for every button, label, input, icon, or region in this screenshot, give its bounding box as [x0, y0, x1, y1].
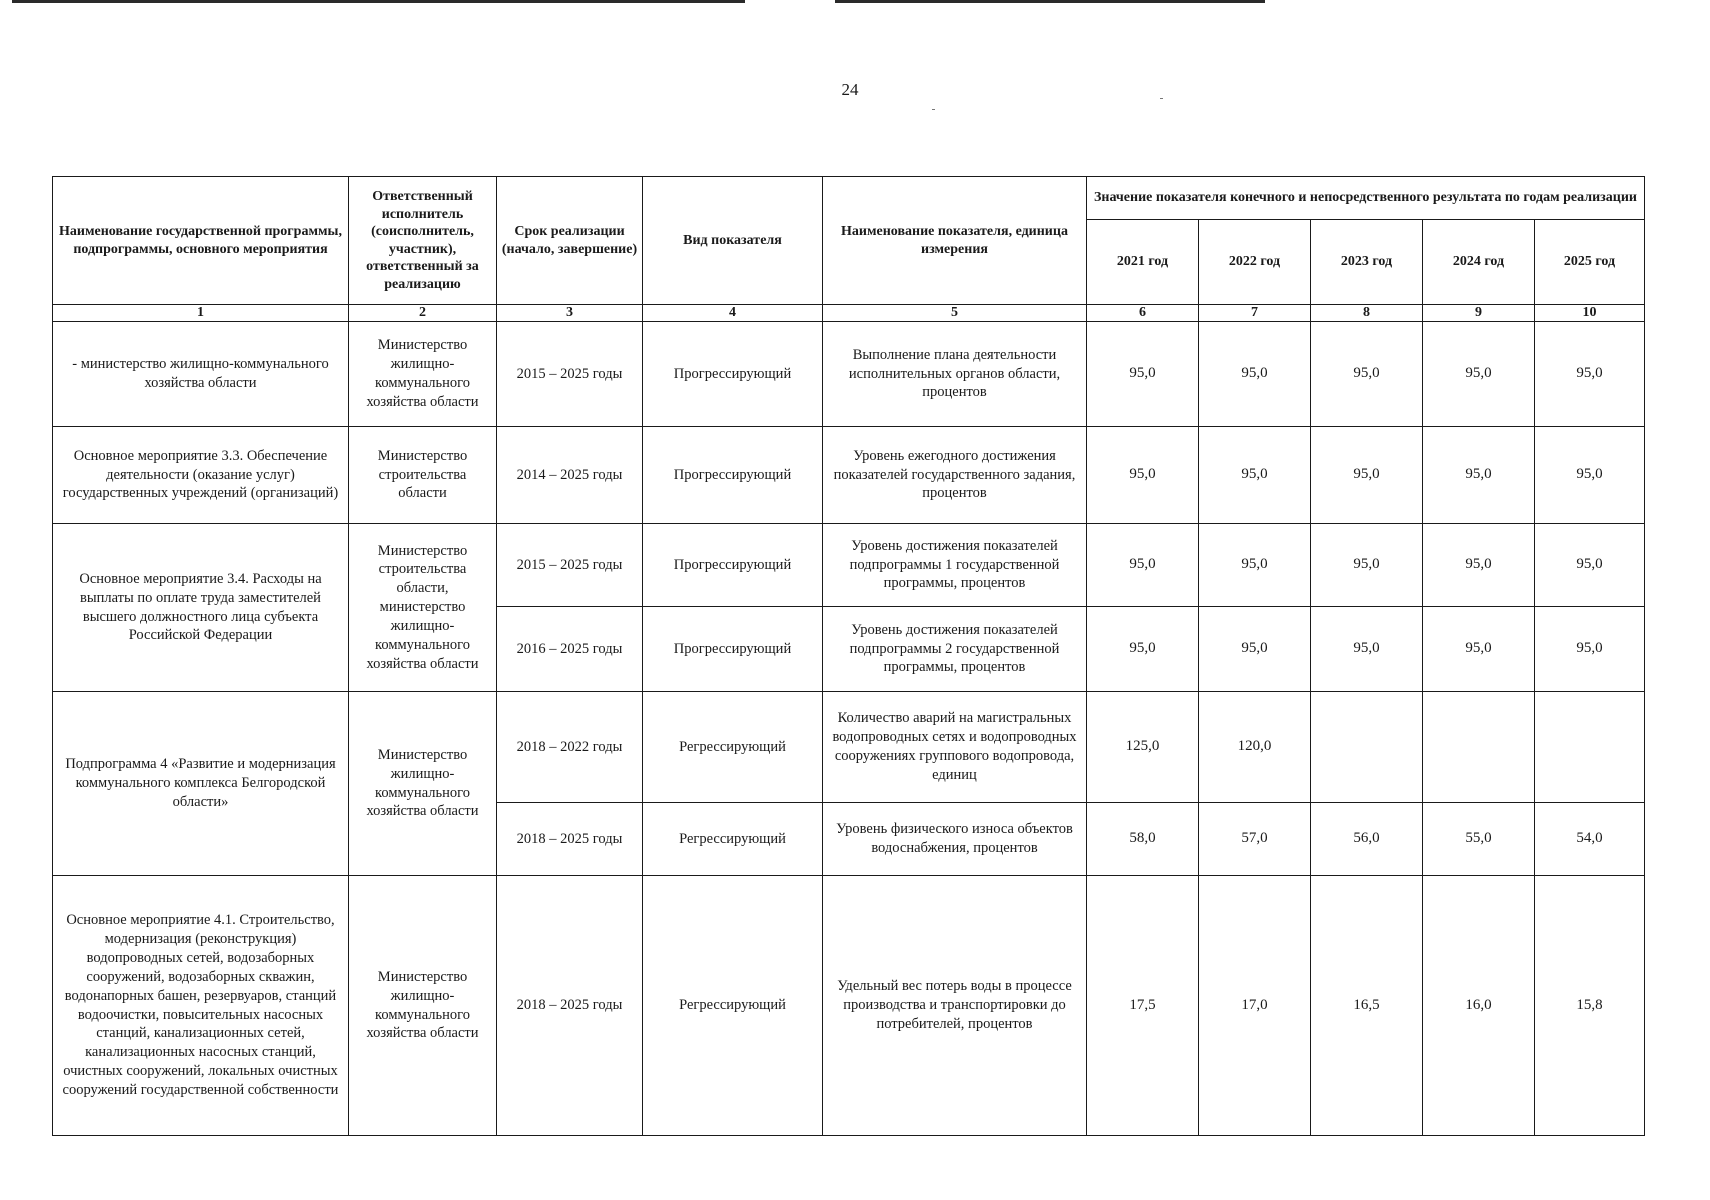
indicator-name-cell: Количество аварий на магистральных водопроводных сетях и водопроводных сооружениях группового водопровода, единиц [823, 692, 1087, 803]
value-cell: 16,0 [1423, 876, 1535, 1136]
value-cell: 95,0 [1199, 607, 1311, 692]
header-indicator-name: Наименование показателя, единица измерения [823, 177, 1087, 305]
program-name-cell: - министерство жилищно-коммунального хозяйства области [53, 322, 349, 427]
column-number: 5 [823, 305, 1087, 322]
header-program-name: Наименование государственной программы, подпрограммы, основного мероприятия [53, 177, 349, 305]
header-year: 2025 год [1535, 220, 1645, 305]
value-cell: 125,0 [1087, 692, 1199, 803]
program-name-cell: Подпрограмма 4 «Развитие и модернизация коммунального комплекса Белгородской области» [53, 692, 349, 876]
value-cell: 95,0 [1087, 607, 1199, 692]
indicator-type-cell: Прогрессирующий [643, 524, 823, 607]
period-cell: 2015 – 2025 годы [497, 322, 643, 427]
table-row [53, 692, 1645, 803]
scan-speck [1160, 98, 1163, 99]
executor-cell: Министерство строительства области, министерство жилищно-коммунального хозяйства области [349, 524, 497, 692]
value-cell: 56,0 [1311, 803, 1423, 876]
column-number: 1 [53, 305, 349, 322]
value-cell: 95,0 [1311, 607, 1423, 692]
column-number: 4 [643, 305, 823, 322]
program-name-cell: Основное мероприятие 3.4. Расходы на выплаты по оплате труда заместителей высшего должностного лица субъекта Российской Федерации [53, 524, 349, 692]
header-year: 2022 год [1199, 220, 1311, 305]
value-cell [1423, 692, 1535, 803]
table-row [53, 427, 1645, 524]
program-name-cell: Основное мероприятие 4.1. Строительство, модернизация (реконструкция) водопроводных сетей, водозаборных сооружений, водозаборных скважин, водонапорных башен, резервуаров, станций водоочистки, повысительных насосных станций, канализационных сетей, канализационных насосных станций, очистных сооружений, локальных очистных сооружений государственной собственности [53, 876, 349, 1136]
indicator-name-cell: Удельный вес потерь воды в процессе производства и транспортировки до потребителей, процентов [823, 876, 1087, 1136]
column-number: 7 [1199, 305, 1311, 322]
value-cell: 95,0 [1535, 322, 1645, 427]
table-row [53, 524, 1645, 607]
indicator-type-cell: Прогрессирующий [643, 607, 823, 692]
value-cell: 58,0 [1087, 803, 1199, 876]
column-number: 3 [497, 305, 643, 322]
value-cell: 95,0 [1535, 607, 1645, 692]
value-cell: 95,0 [1199, 524, 1311, 607]
value-cell: 95,0 [1535, 524, 1645, 607]
value-cell: 15,8 [1535, 876, 1645, 1136]
program-name-cell: Основное мероприятие 3.3. Обеспечение деятельности (оказание услуг) государственных учреждений (организаций) [53, 427, 349, 524]
column-number-row [53, 305, 1645, 322]
value-cell: 95,0 [1423, 322, 1535, 427]
period-cell: 2015 – 2025 годы [497, 524, 643, 607]
header-values-group: Значение показателя конечного и непосредственного результата по годам реализации [1087, 177, 1645, 220]
indicator-name-cell: Выполнение плана деятельности исполнительных органов области, процентов [823, 322, 1087, 427]
header-executor: Ответственный исполнитель (соисполнитель, участник), ответственный за реализацию [349, 177, 497, 305]
header-year: 2024 год [1423, 220, 1535, 305]
period-cell: 2018 – 2025 годы [497, 876, 643, 1136]
value-cell: 95,0 [1199, 427, 1311, 524]
header-indicator-type: Вид показателя [643, 177, 823, 305]
value-cell: 17,0 [1199, 876, 1311, 1136]
value-cell: 17,5 [1087, 876, 1199, 1136]
period-cell: 2018 – 2025 годы [497, 803, 643, 876]
indicator-type-cell: Прогрессирующий [643, 427, 823, 524]
column-number: 10 [1535, 305, 1645, 322]
value-cell: 95,0 [1423, 607, 1535, 692]
indicator-name-cell: Уровень достижения показателей подпрограммы 1 государственной программы, процентов [823, 524, 1087, 607]
indicator-name-cell: Уровень достижения показателей подпрограммы 2 государственной программы, процентов [823, 607, 1087, 692]
column-number: 2 [349, 305, 497, 322]
value-cell: 95,0 [1087, 322, 1199, 427]
table-row [53, 876, 1645, 1136]
table-row [53, 322, 1645, 427]
header-period: Срок реализации (начало, завершение) [497, 177, 643, 305]
value-cell: 95,0 [1199, 322, 1311, 427]
scan-speck [932, 109, 935, 110]
value-cell: 55,0 [1423, 803, 1535, 876]
value-cell: 95,0 [1311, 322, 1423, 427]
value-cell: 95,0 [1087, 427, 1199, 524]
column-number: 6 [1087, 305, 1199, 322]
column-number: 8 [1311, 305, 1423, 322]
indicator-table [52, 176, 1645, 1136]
executor-cell: Министерство жилищно-коммунального хозяйства области [349, 876, 497, 1136]
indicator-type-cell: Прогрессирующий [643, 322, 823, 427]
value-cell: 95,0 [1535, 427, 1645, 524]
value-cell: 54,0 [1535, 803, 1645, 876]
value-cell [1535, 692, 1645, 803]
indicator-name-cell: Уровень физического износа объектов водоснабжения, процентов [823, 803, 1087, 876]
value-cell: 57,0 [1199, 803, 1311, 876]
period-cell: 2014 – 2025 годы [497, 427, 643, 524]
value-cell: 95,0 [1423, 524, 1535, 607]
value-cell: 95,0 [1311, 524, 1423, 607]
indicator-type-cell: Регрессирующий [643, 803, 823, 876]
value-cell: 120,0 [1199, 692, 1311, 803]
indicator-type-cell: Регрессирующий [643, 692, 823, 803]
value-cell: 95,0 [1423, 427, 1535, 524]
value-cell: 16,5 [1311, 876, 1423, 1136]
value-cell: 95,0 [1087, 524, 1199, 607]
header-year: 2021 год [1087, 220, 1199, 305]
value-cell: 95,0 [1311, 427, 1423, 524]
value-cell [1311, 692, 1423, 803]
executor-cell: Министерство жилищно-коммунального хозяйства области [349, 692, 497, 876]
period-cell: 2016 – 2025 годы [497, 607, 643, 692]
executor-cell: Министерство жилищно-коммунального хозяйства области [349, 322, 497, 427]
scan-edge [0, 0, 1710, 3]
column-number: 9 [1423, 305, 1535, 322]
period-cell: 2018 – 2022 годы [497, 692, 643, 803]
header-row [53, 177, 1645, 220]
header-year: 2023 год [1311, 220, 1423, 305]
indicator-name-cell: Уровень ежегодного достижения показателей государственного задания, процентов [823, 427, 1087, 524]
page-number: 24 [841, 80, 859, 99]
executor-cell: Министерство строительства области [349, 427, 497, 524]
indicator-type-cell: Регрессирующий [643, 876, 823, 1136]
